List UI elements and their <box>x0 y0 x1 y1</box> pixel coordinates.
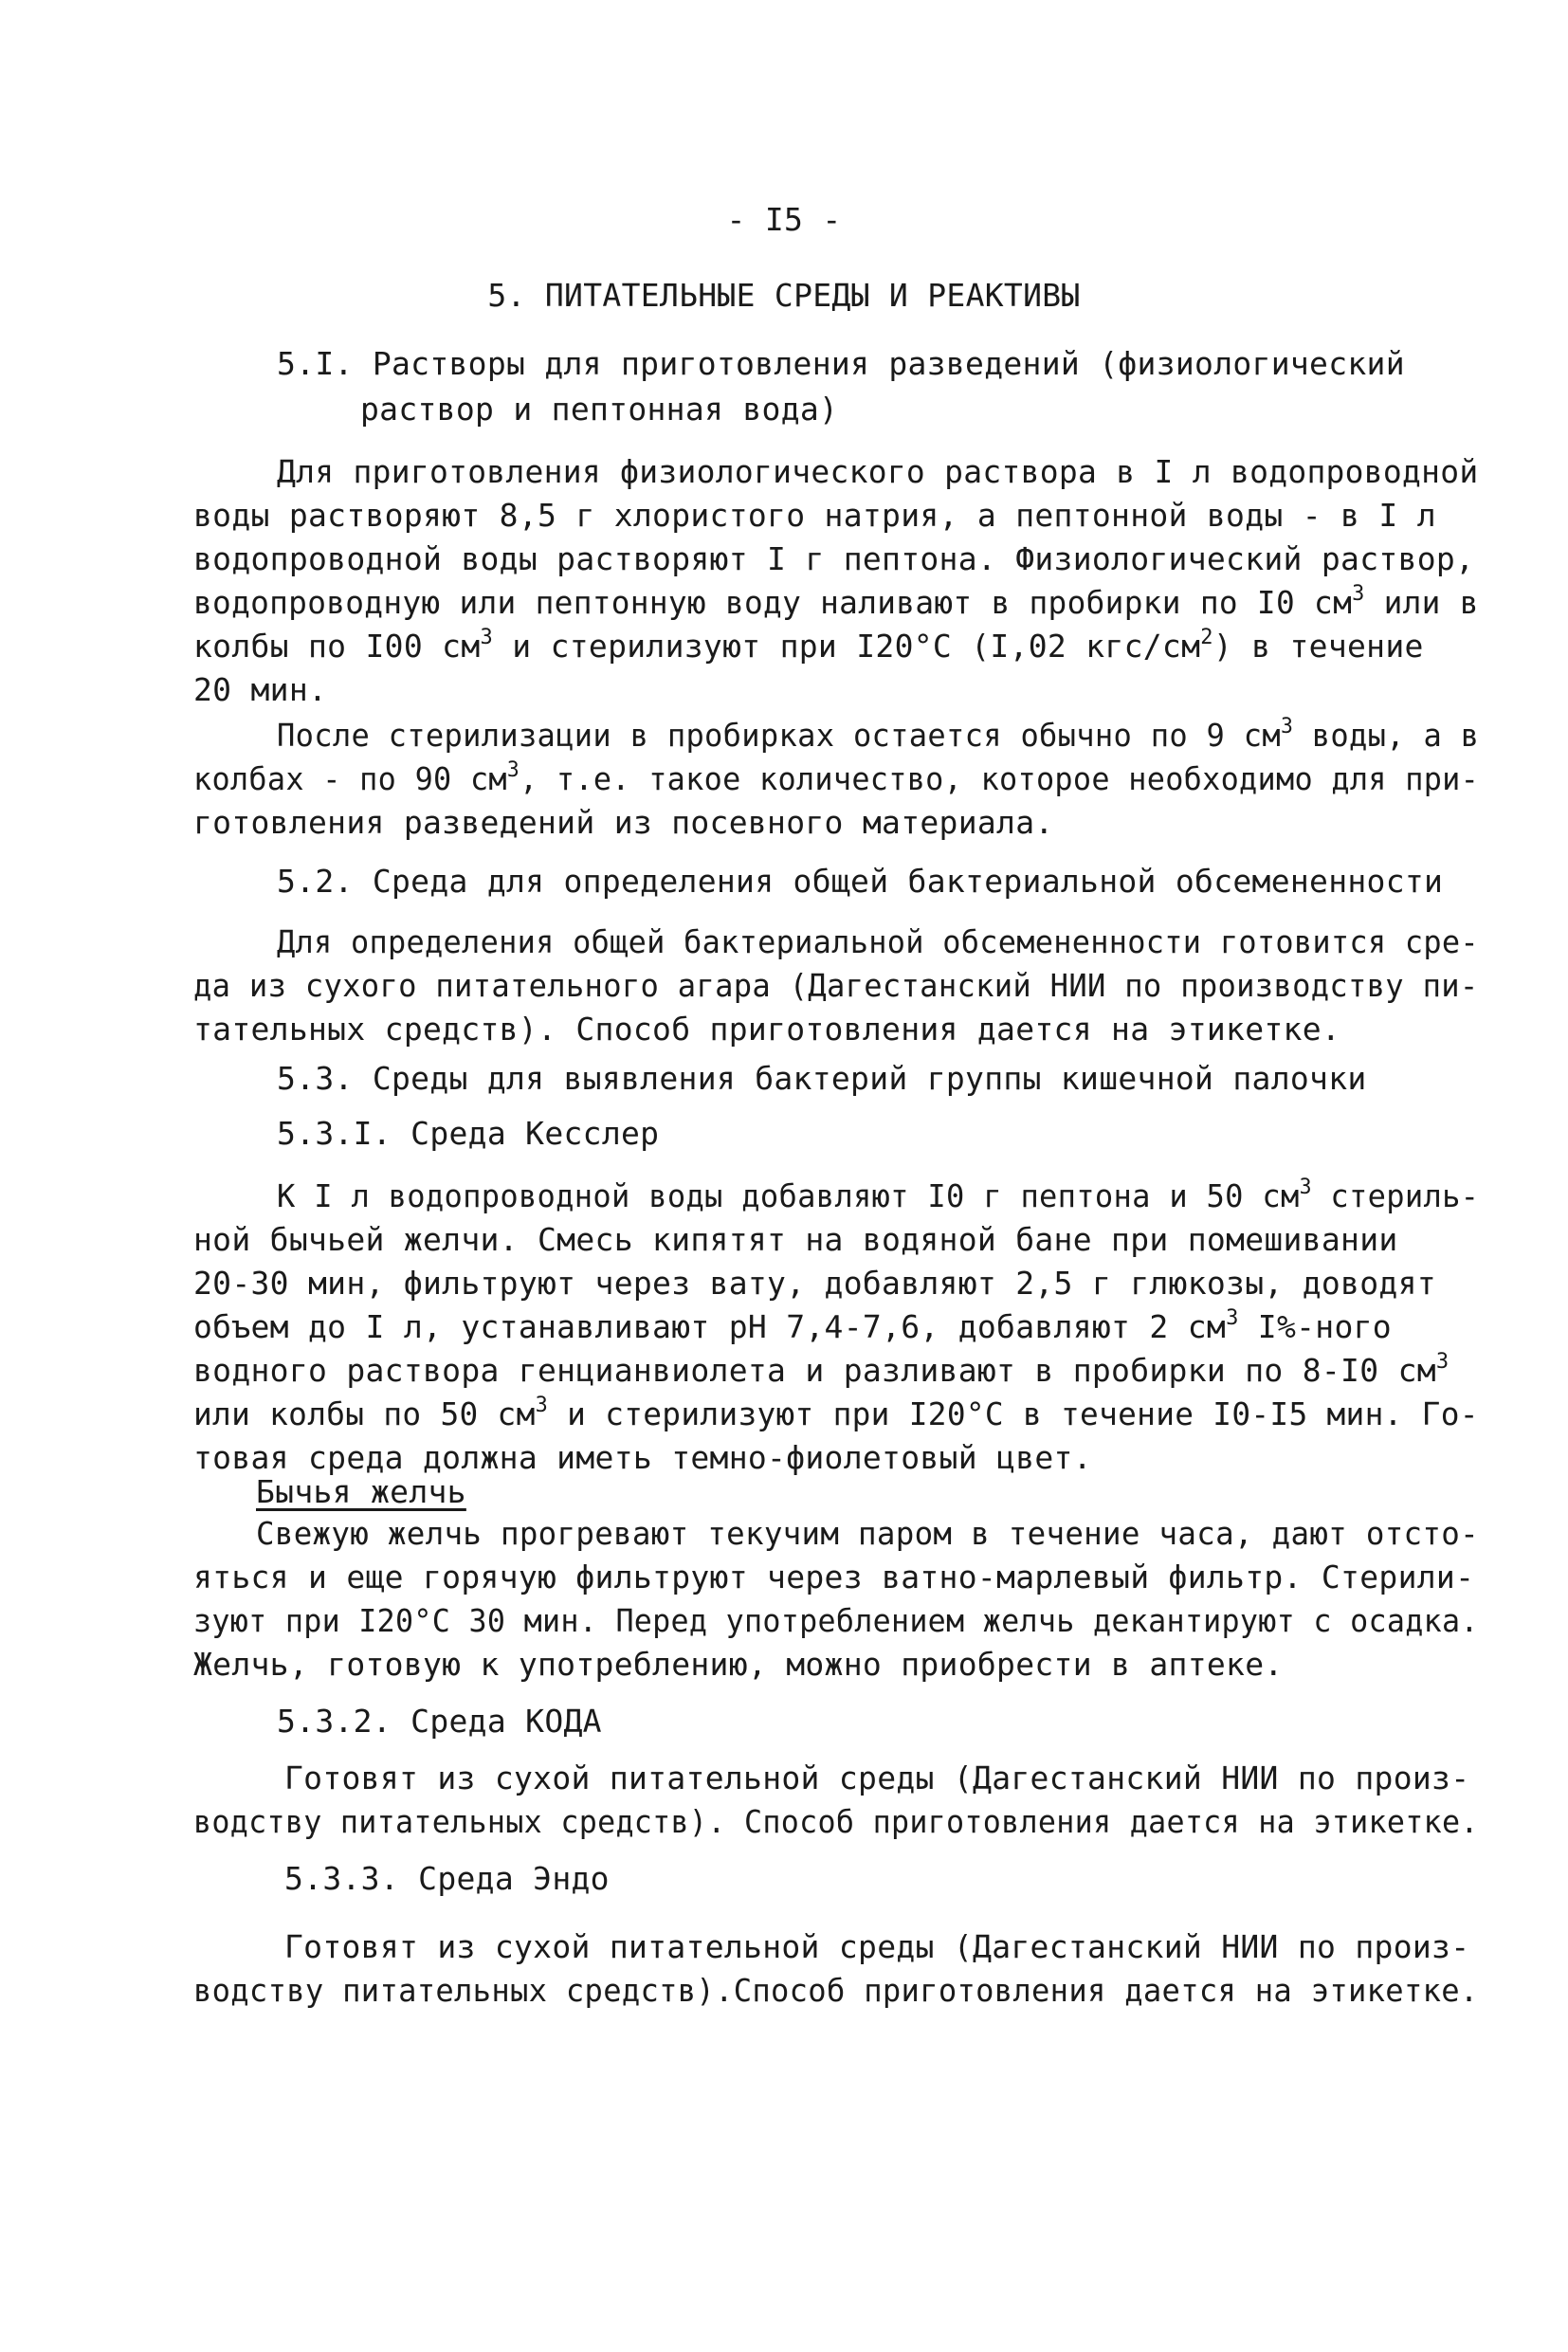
s51-p2-line2: колбах - по 90 $см^3$, т.е. такое количество, которое необходимо для при- <box>193 758 1480 797</box>
s533-title: 5.3.3. Среда Эндо <box>284 1860 610 1897</box>
bile-line1: Свежую желчь прогревают текучим паром в течение часа, дают отсто- <box>256 1515 1479 1552</box>
s51-p1-line2: воды растворяют 8,5 г хлористого натрия, а пептонной воды - в I л <box>193 497 1436 534</box>
bile-line2: яться и еще горячую фильтруют через ватно-марлевый фильтр. Стерили- <box>193 1559 1475 1595</box>
bile-line4: Желчь, готовую к употреблению, можно приобрести в аптеке. <box>193 1646 1284 1683</box>
s52-line1: Для определения общей бактериальной обсемененности готовится сре- <box>277 923 1479 960</box>
s531-line2: ной бычьей желчи. Смесь кипятят на водяной бане при помешивании <box>193 1221 1398 1258</box>
section-heading: 5. ПИТАТЕЛЬНЫЕ СРЕДЫ И РЕАКТИВЫ <box>487 277 1081 314</box>
s51-p1-line1: Для приготовления физиологического раствора в I л водопроводной <box>277 453 1479 490</box>
s51-title-line1: 5.I. Растворы для приготовления разведений (физиологический <box>277 345 1405 382</box>
s51-p1-line4: водопроводную или пептонную воду наливают в пробирки по I0 $см^3$ или в <box>193 582 1479 621</box>
s531-line7: товая среда должна иметь темно-фиолетовый цвет. <box>193 1439 1092 1476</box>
s531-line3: 20-30 мин, фильтруют через вату, добавляют 2,5 г глюкозы, доводят <box>193 1265 1436 1302</box>
bile-line3: зуют при I20°С 30 мин. Перед употреблением желчь декантируют с осадка. <box>193 1602 1479 1639</box>
s51-p1-line6: 20 мин. <box>193 671 328 708</box>
s52-line2: да из сухого питательного агара (Дагестанский НИИ по производству пи- <box>193 967 1479 1004</box>
s51-p1-line3: водопроводной воды растворяют I г пептона. Физиологический раствор, <box>193 540 1475 577</box>
s532-line2: водству питательных средств). Способ приготовления дается на этикетке. <box>193 1803 1479 1840</box>
s531-line6: или колбы по 50 $см^3$ и стерилизуют при I20°С в течение I0-I5 мин. Го- <box>193 1394 1479 1432</box>
s532-title: 5.3.2. Среда КОДА <box>277 1703 602 1740</box>
s531-line5: водного раствора генцианвиолета и разливают в пробирки по 8-I0 $см^3$ <box>193 1350 1449 1389</box>
s533-line1: Готовят из сухой питательной среды (Дагестанский НИИ по произ- <box>284 1928 1470 1965</box>
page-number: - I5 - <box>726 201 842 238</box>
s531-title: 5.3.I. Среда Кесслер <box>277 1115 660 1152</box>
s52-line3: тательных средств). Способ приготовления дается на этикетке. <box>193 1011 1341 1048</box>
s532-line1: Готовят из сухой питательной среды (Дагестанский НИИ по произ- <box>284 1759 1470 1796</box>
s51-p1-line5: колбы по I00 $см^3$ и стерилизуют при I20°С (I,02 кгс/$см^2$) в течение <box>193 626 1424 665</box>
bile-title: Бычья желчь <box>256 1473 466 1510</box>
s53-title: 5.3. Среды для выявления бактерий группы кишечной палочки <box>277 1060 1367 1097</box>
s51-p2-line1: После стерилизации в пробирках остается обычно по 9 $см^3$ воды, а в <box>277 715 1480 754</box>
s533-line2: водству питательных средств).Способ приготовления дается на этикетке. <box>193 1972 1479 2009</box>
s531-line1: К I л водопроводной воды добавляют I0 г пептона и 50 $см^3$ стериль- <box>277 1176 1480 1214</box>
s531-line4: объем до I л, устанавливают рН 7,4-7,6, добавляют 2 $см^3$ I%-ного <box>193 1306 1392 1345</box>
s51-p2-line3: готовления разведений из посевного материала. <box>193 804 1054 841</box>
s52-title: 5.2. Среда для определения общей бактериальной обсемененности <box>277 863 1444 900</box>
s51-title-line2: раствор и пептонная вода) <box>360 391 839 428</box>
